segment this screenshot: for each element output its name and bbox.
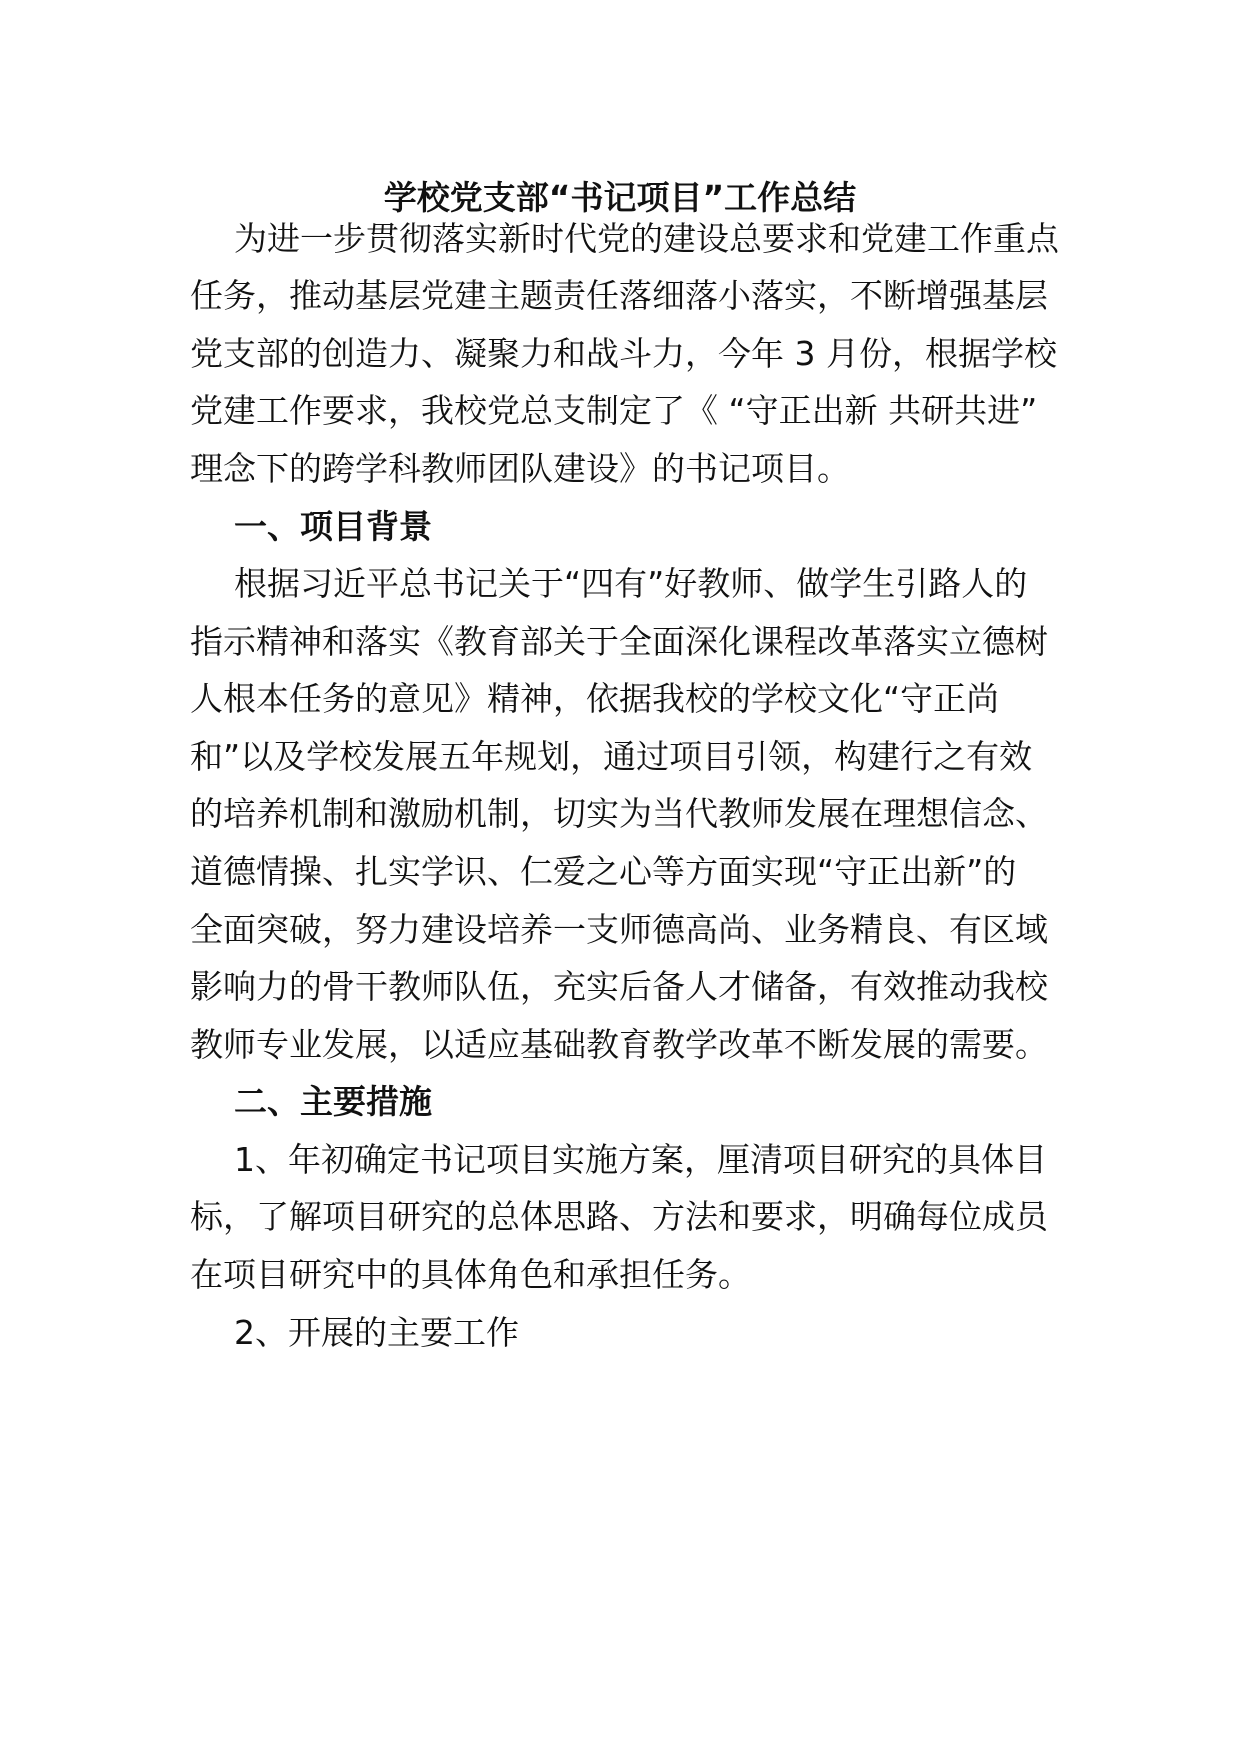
paragraph-1-line-1: 为进一步贯彻落实新时代党的建设总要求和党建工作重点 bbox=[234, 219, 1059, 258]
paragraph-2-line-3: 人根本任务的意见》精神，依据我校的学校文化“守正尚 bbox=[190, 679, 1000, 718]
paragraph-2-line-9: 教师专业发展，以适应基础教育教学改革不断发展的需要。 bbox=[190, 1025, 1048, 1064]
document-title: 学校党支部“书记项目”工作总结 bbox=[383, 178, 857, 217]
paragraph-1-line-3: 党支部的创造力、凝聚力和战斗力，今年 3 月份，根据学校 bbox=[190, 334, 1057, 373]
paragraph-3-line-3: 在项目研究中的具体角色和承担任务。 bbox=[190, 1255, 751, 1294]
section-heading-background: 一、项目背景 bbox=[234, 507, 432, 546]
paragraph-2-line-8: 影响力的骨干教师队伍，充实后备人才储备，有效推动我校 bbox=[190, 967, 1048, 1006]
paragraph-1-line-5: 理念下的跨学科教师团队建设》的书记项目。 bbox=[190, 449, 850, 488]
paragraph-1-line-4: 党建工作要求，我校党总支制定了《 “守正出新 共研共进” bbox=[190, 391, 1038, 430]
paragraph-2-line-7: 全面突破，努力建设培养一支师德高尚、业务精良、有区域 bbox=[190, 910, 1048, 949]
paragraph-3-line-2: 标，了解项目研究的总体思路、方法和要求，明确每位成员 bbox=[190, 1197, 1048, 1236]
paragraph-2-line-6: 道德情操、扎实学识、仁爱之心等方面实现“守正出新”的 bbox=[190, 852, 1017, 891]
paragraph-2-line-4: 和”以及学校发展五年规划，通过项目引领，构建行之有效 bbox=[190, 737, 1033, 776]
paragraph-2-line-5: 的培养机制和激励机制，切实为当代教师发展在理想信念、 bbox=[190, 794, 1048, 833]
paragraph-3-line-1: 1、年初确定书记项目实施方案，厘清项目研究的具体目 bbox=[234, 1140, 1047, 1179]
paragraph-2-line-1: 根据习近平总书记关于“四有”好教师、做学生引路人的 bbox=[234, 564, 1028, 603]
paragraph-1-line-2: 任务，推动基层党建主题责任落细落小落实，不断增强基层 bbox=[190, 276, 1048, 315]
paragraph-2-line-2: 指示精神和落实《教育部关于全面深化课程改革落实立德树 bbox=[190, 622, 1048, 661]
section-heading-measures: 二、主要措施 bbox=[234, 1082, 432, 1121]
paragraph-4-line-1: 2、开展的主要工作 bbox=[234, 1313, 519, 1352]
